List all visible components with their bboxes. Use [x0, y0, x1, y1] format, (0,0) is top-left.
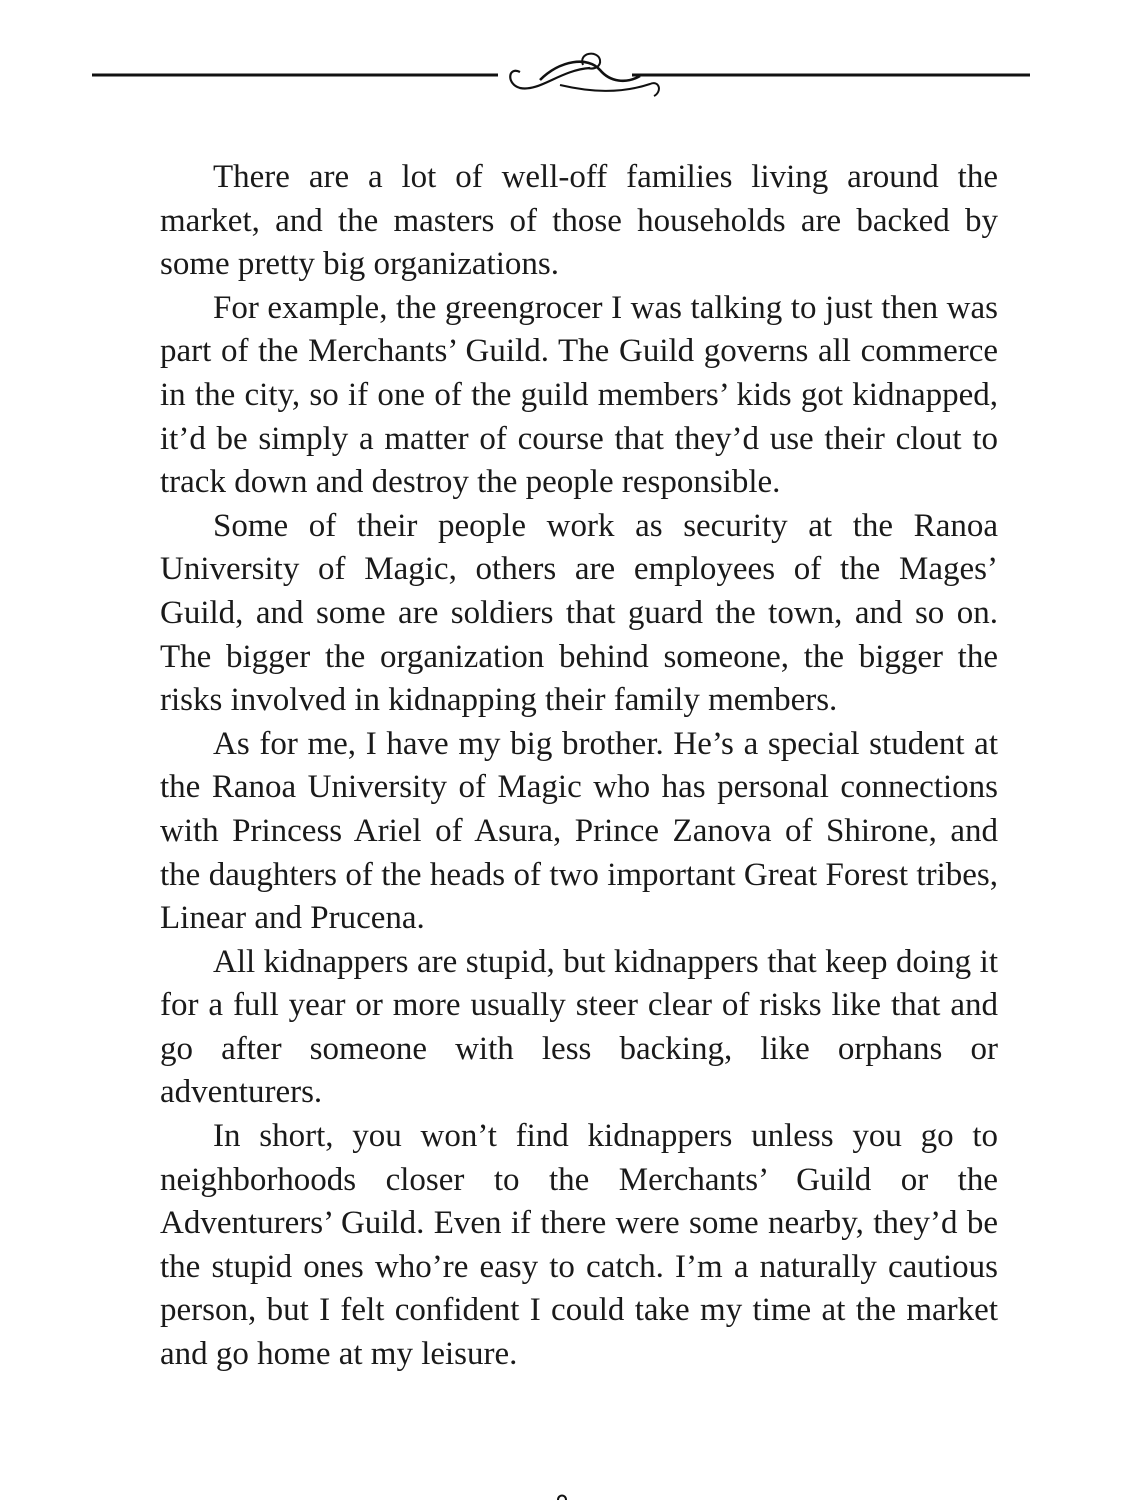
page-body-text: [160, 156, 998, 1377]
paragraph: In short, you won’t find kidnappers unless you go to neighborhoods closer to the Merchants’ Guild or the Adventurers’ Guild. Even if there were some nearby, they’d be the stupid ones who’re easy to catch. I’m a naturally cautious person, but I felt confident I could take my time at the market and go home at my leisure.: [160, 1118, 998, 1373]
paragraph: For example, the greengrocer I was talking to just then was part of the Merchants’ Guild. The Guild governs all commerce in the city, so if one of the guild members’ kids got kidnapped, it’d be simply a matter of course that they’d use their clout to track down and destroy the people responsible.: [160, 289, 998, 501]
page-footer-ornament-icon: [556, 1492, 568, 1504]
flourish-divider-icon: [0, 0, 1122, 120]
paragraph: As for me, I have my big brother. He’s a special student at the Ranoa University of Magic who has personal connections with Princess Ariel of Asura, Prince Zanova of Shirone, and the daughters of the heads of two important Great Forest tribes, Linear and Prucena.: [160, 725, 998, 937]
paragraph: All kidnappers are stupid, but kidnappers that keep doing it for a full year or more usually steer clear of risks like that and go after someone with less backing, like orphans or adventurers.: [160, 943, 998, 1111]
paragraph: There are a lot of well-off families living around the market, and the masters of those households are backed by some pretty big organizations.: [160, 159, 998, 283]
paragraph: Some of their people work as security at the Ranoa University of Magic, others are employees of the Mages’ Guild, and some are soldiers that guard the town, and so on. The bigger the organization behind someone, the bigger the risks involved in kidnapping their family members.: [160, 507, 998, 719]
